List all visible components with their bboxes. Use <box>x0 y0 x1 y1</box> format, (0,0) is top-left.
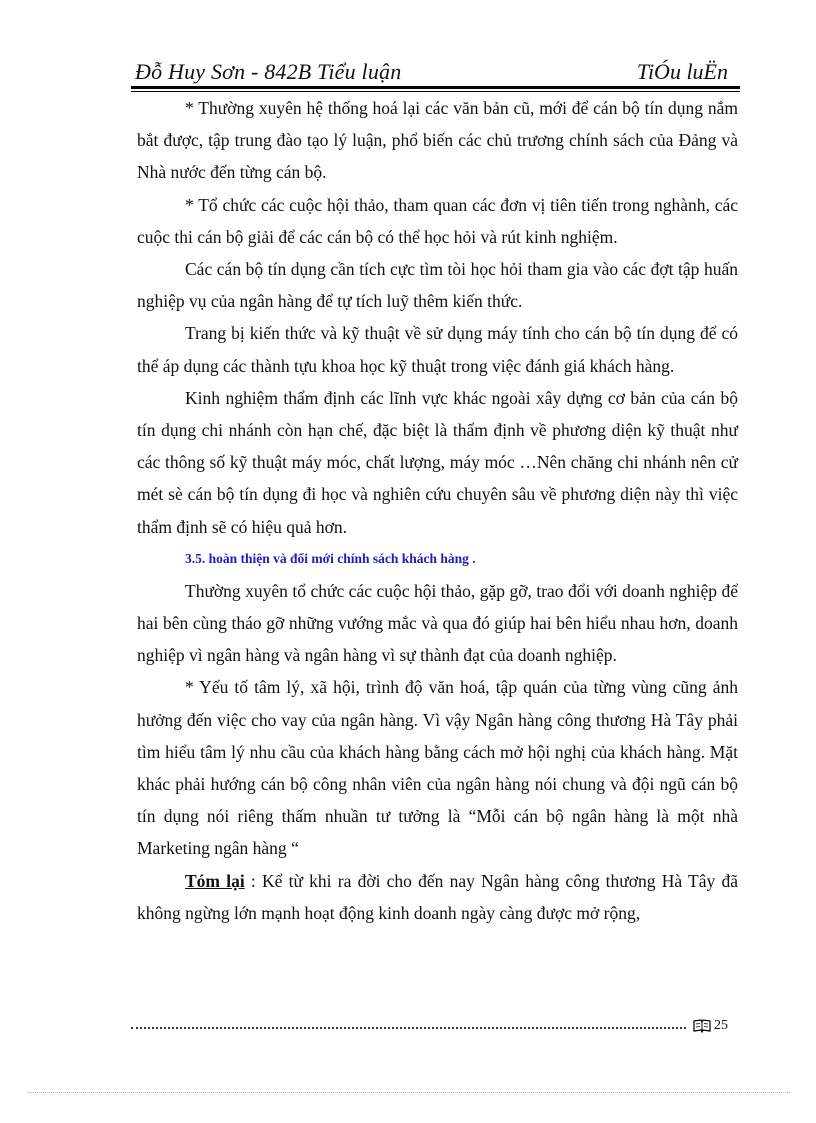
page-header <box>131 55 740 91</box>
book-icon <box>693 1019 711 1033</box>
page-footer <box>131 1018 740 1038</box>
page-number: 25 <box>714 1018 728 1033</box>
conclusion-paragraph <box>137 865 738 929</box>
paragraph: Các cán bộ tín dụng cần tích cực tìm tòi học hỏi tham gia vào các đợt tập huấn nghiệp vụ của ngân hàng để tự tích luỹ thêm kiến thức. <box>137 259 738 312</box>
paragraph: * Thường xuyên hệ thống hoá lại các văn bản cũ, mới để cán bộ tín dụng nắm bắt được, tập trung đào tạo lý luận, phổ biến các chủ trương chính sách của Đảng và Nhà nước đến từng cán bộ. <box>137 98 738 183</box>
section-heading: 3.5. hoàn thiện và đổi mới chính sách khách hàng . <box>185 550 476 566</box>
footer-dotted-rule <box>131 1027 686 1029</box>
conclusion-text: : Kể từ khi ra đời cho đến nay Ngân hàng công thương Hà Tây đã không ngừng lớn mạnh hoạt động kinh doanh ngày càng được mở rộng, <box>137 870 738 923</box>
paragraph: Kinh nghiệm thẩm định các lĩnh vực khác ngoài xây dựng cơ bản của cán bộ tín dụng chi nhánh còn hạn chế, đặc biệt là thẩm định về phương diện kỹ thuật như các thông số kỹ thuật máy móc, chất lượng, máy móc …Nên chăng chi nhánh nên cử mét sè cán bộ tín dụng đi học và nghiên cứu chuyên sâu về phương diện này thì việc thẩm định sẽ có hiệu quả hơn. <box>137 387 738 537</box>
page-bottom-rule <box>28 1092 790 1093</box>
header-doc-type: TiÓu luËn <box>636 59 728 84</box>
header-author-title: Đỗ Huy Sơn - 842B Tiểu luận <box>135 59 402 84</box>
page-body <box>137 92 738 929</box>
paragraph: Trang bị kiến thức và kỹ thuật về sử dụng máy tính cho cán bộ tín dụng để có thể áp dụng các thành tựu khoa học kỹ thuật trong việc đánh giá khách hàng. <box>137 323 738 376</box>
paragraph: * Tổ chức các cuộc hội thảo, tham quan các đơn vị tiên tiến trong nghành, các cuộc thi cán bộ giải để các cán bộ có thể học hỏi và rút kinh nghiệm. <box>137 194 738 247</box>
conclusion-lead: Tóm lại <box>185 870 245 891</box>
paragraph: Thường xuyên tổ chức các cuộc hội thảo, gặp gỡ, trao đổi với doanh nghiệp để hai bên cùng tháo gỡ những vướng mắc và qua đó giúp hai bên hiểu nhau hơn, doanh nghiệp vì ngân hàng và ngân hàng vì sự thành đạt của doanh nghiệp. <box>137 580 738 666</box>
header-rule-thick <box>131 86 740 89</box>
paragraph: * Yếu tố tâm lý, xã hội, trình độ văn hoá, tập quán của từng vùng cũng ảnh hưởng đến việc cho vay của ngân hàng. Vì vậy Ngân hàng công thương Hà Tây phải tìm hiểu tâm lý nhu cầu của khách hàng bằng cách mở hội nghị của khách hàng. Mặt khác phải hướng cán bộ công nhân viên của ngân hàng nói chung và đội ngũ cán bộ tín dụng nói riêng thấm nhuần tư tưởng là “Mỗi cán bộ ngân hàng là một nhà Marketing ngân hàng “ <box>137 677 738 859</box>
